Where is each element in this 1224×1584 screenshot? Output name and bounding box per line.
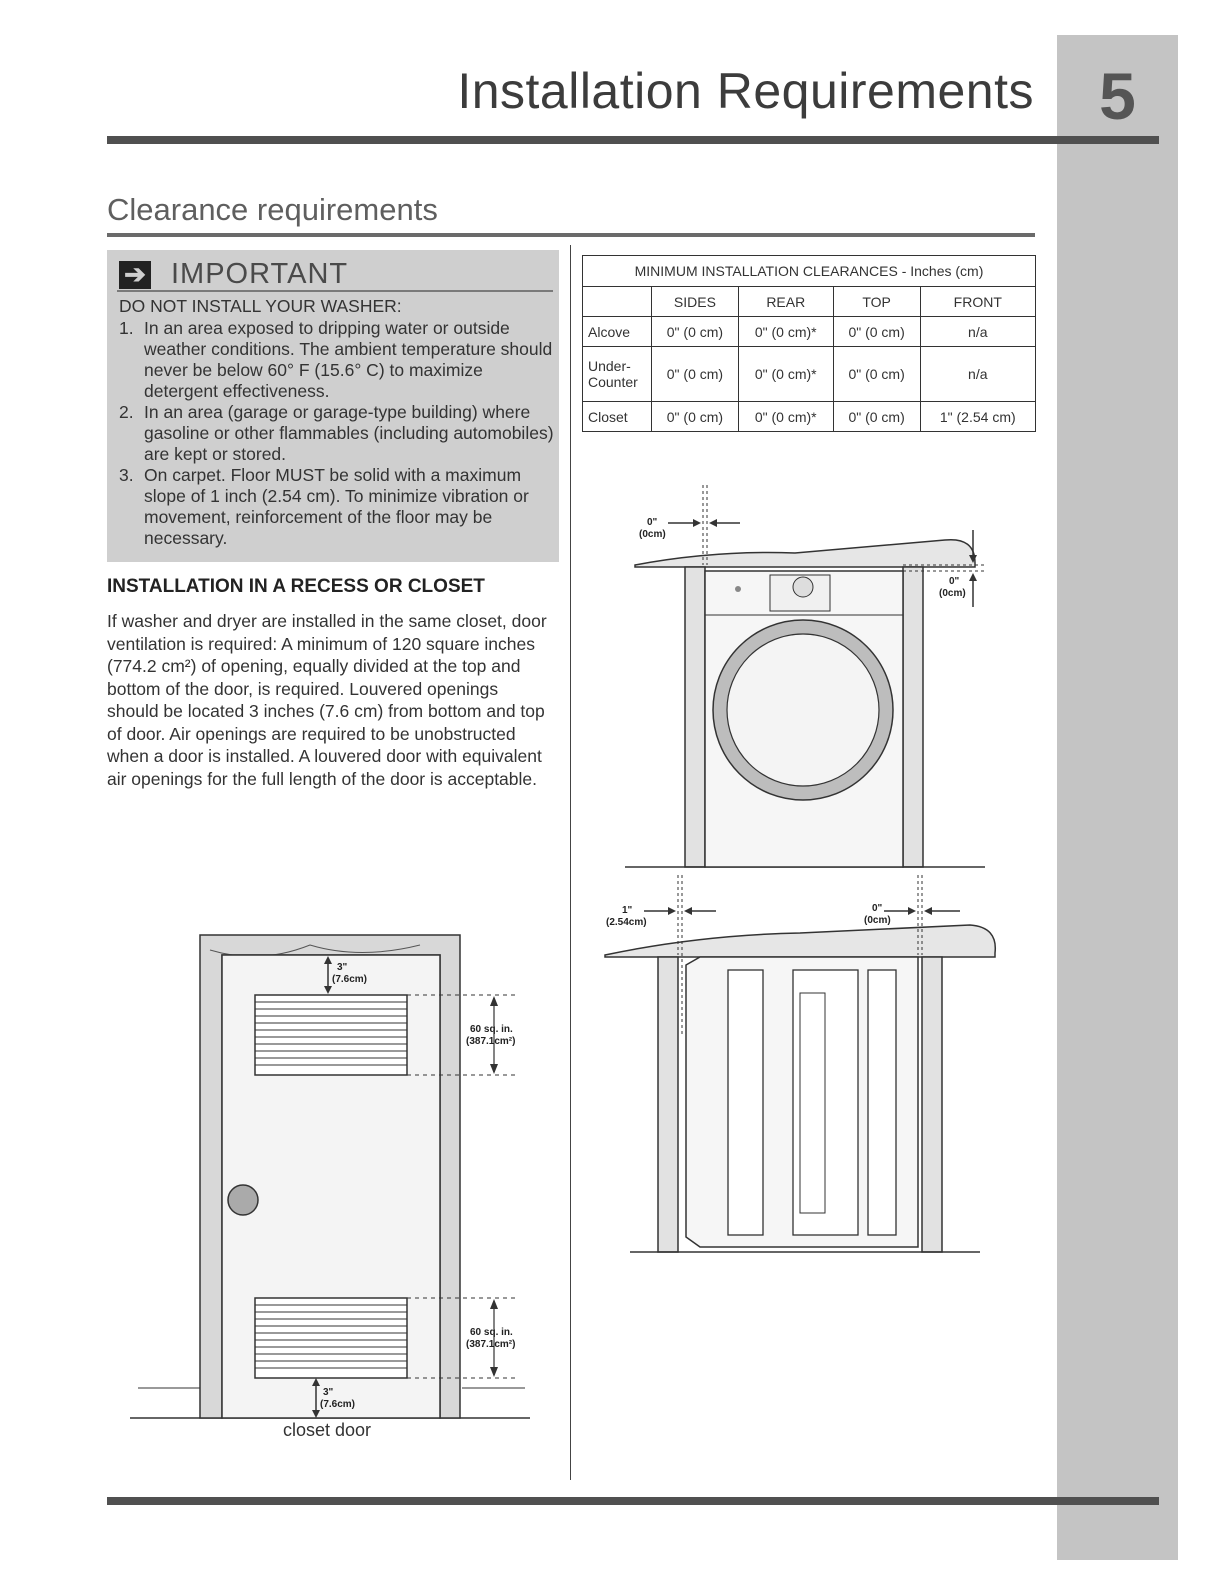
rear-wall — [922, 957, 942, 1252]
list-item: 3. On carpet. Floor MUST be solid with a maximum slope of 1 inch (2.54 cm). To minimize vibration or movement, reinforcement of the floor may be necessary. — [119, 465, 529, 548]
left-wall — [685, 567, 705, 867]
page-number: 5 — [1099, 59, 1136, 133]
side-clearance-cm-label: (0cm) — [639, 529, 666, 540]
rear-clearance-cm-label: (0cm) — [864, 915, 891, 926]
table-row: Alcove 0" (0 cm) 0" (0 cm)* 0" (0 cm) n/a — [583, 317, 1036, 347]
table-row: Closet 0" (0 cm) 0" (0 cm)* 0" (0 cm) 1" (2.54 cm) — [583, 402, 1036, 432]
top-vent-label: 60 sq. in. — [470, 1024, 513, 1035]
top-gap-cm-label: (7.6cm) — [332, 974, 368, 985]
top-clearance-label: 0" — [949, 576, 960, 587]
countertop — [635, 540, 975, 567]
footer-rule — [107, 1497, 1159, 1505]
list-item: 2. In an area (garage or garage-type building) where gasoline or other flammables (including automobiles) are kept or stored. — [119, 402, 554, 464]
top-clearance-cm-label: (0cm) — [939, 588, 966, 599]
list-item: 1. In an area exposed to dripping water or outside weather conditions. The ambient temperature should never be below 60° F (15.6° C) to maximize detergent effectiveness. — [119, 318, 553, 401]
rear-clearance-label: 0" — [872, 903, 883, 914]
table-caption: MINIMUM INSTALLATION CLEARANCES - Inches (cm) — [583, 256, 1036, 287]
bottom-gap-cm-label: (7.6cm) — [320, 1399, 356, 1410]
important-intro: DO NOT INSTALL YOUR WASHER: — [119, 296, 402, 316]
table-header-cell: SIDES — [652, 287, 739, 317]
table-header-cell: REAR — [738, 287, 833, 317]
door-knob — [228, 1185, 258, 1215]
important-box — [107, 250, 559, 562]
table-header-cell: FRONT — [920, 287, 1035, 317]
important-rule — [117, 290, 553, 292]
front-clearance-cm-label: (2.54cm) — [606, 917, 647, 928]
recess-heading: INSTALLATION IN A RECESS OR CLOSET — [107, 576, 485, 597]
table-row: Under-Counter 0" (0 cm) 0" (0 cm)* 0" (0 cm) n/a — [583, 347, 1036, 402]
important-header — [119, 258, 348, 291]
table-header-cell — [583, 287, 652, 317]
front-wall — [658, 957, 678, 1252]
column-divider — [570, 245, 571, 1480]
bottom-vent-label: 60 sq. in. — [470, 1327, 513, 1338]
arrow-right-icon: ➔ — [119, 261, 151, 289]
top-gap-label: 3" — [337, 962, 348, 973]
top-vent-cm-label: (387.1cm²) — [466, 1036, 516, 1047]
section-rule — [107, 233, 1035, 237]
clearance-table — [582, 255, 1036, 432]
page-title: Installation Requirements — [457, 63, 1034, 119]
header-rule — [107, 136, 1159, 144]
important-label: IMPORTANT — [171, 258, 349, 290]
chapter-tab — [1057, 35, 1178, 1560]
section-title: Clearance requirements — [107, 192, 438, 227]
table-header-cell: TOP — [833, 287, 920, 317]
washer-front-diagram — [595, 485, 1005, 880]
closet-door-diagram — [130, 930, 530, 1420]
door-caption: closet door — [283, 1420, 372, 1440]
bottom-vent-cm-label: (387.1cm²) — [466, 1339, 516, 1350]
important-list — [119, 318, 559, 549]
top-louver — [255, 995, 407, 1075]
side-clearance-label: 0" — [647, 517, 658, 528]
right-wall — [903, 567, 923, 867]
recess-paragraph: If washer and dryer are installed in the same closet, door ventilation is required: A minimum of 120 square inches (774.2 cm²) of opening, equally divided at the top and bottom of the door, is required. Louvered openings should be located 3 inches (7.6 cm) from bottom and top of door. Air openings are required to be unobstructed when a door is installed. A louvered door with equivalent air openings for the full length of the door is acceptable. — [107, 611, 547, 789]
countertop — [605, 925, 995, 957]
front-clearance-label: 1" — [622, 905, 633, 916]
bottom-gap-label: 3" — [323, 1387, 334, 1398]
washer-side-diagram — [600, 875, 1010, 1260]
bottom-louver — [255, 1298, 407, 1378]
